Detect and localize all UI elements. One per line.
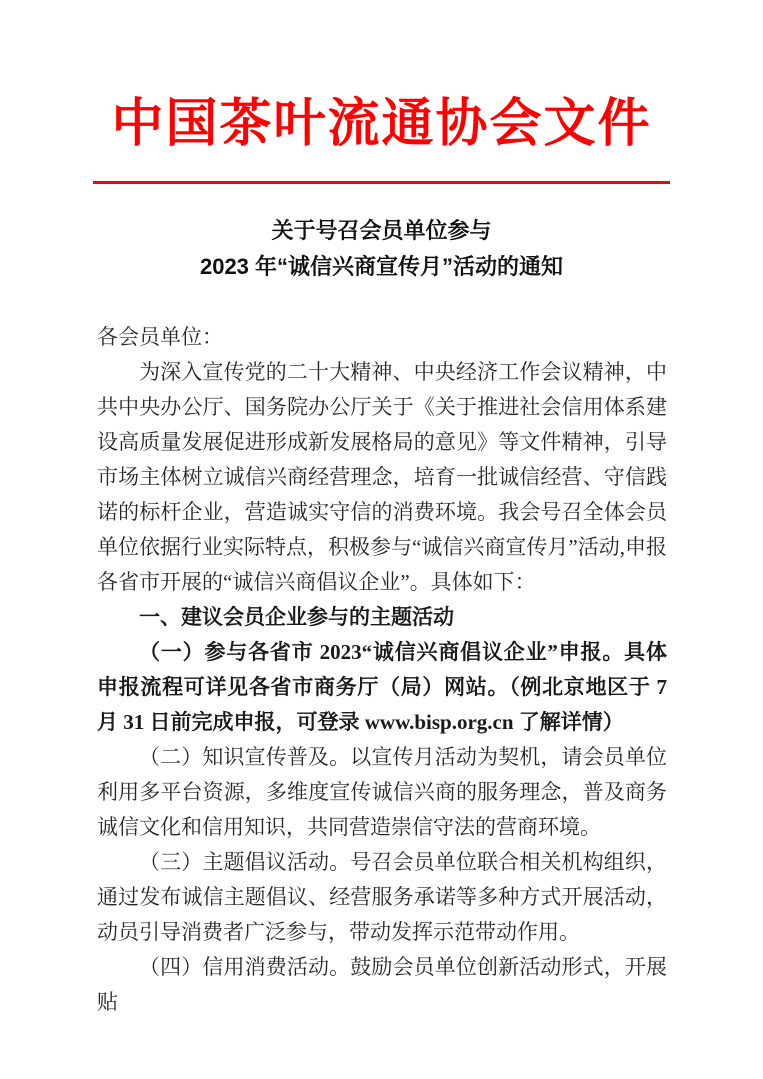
body-paragraph: （三）主题倡议活动。号召会员单位联合相关机构组织，通过发布诚信主题倡议、经营服务承诺等多种方式开展活动，动员引导消费者广泛参与，带动发挥示范带动作用。 [97, 850, 667, 944]
body-paragraph: （一）参与各省市 2023“诚信兴商倡议企业”申报。具体申报流程可详见各省市商务厅（局）网站。（例北京地区于 7 月 31 日前完成申报，可登录 www.bisp.org.cn 了解详情） [97, 640, 667, 734]
document-title-line-1: 关于号召会员单位参与 [271, 218, 492, 243]
document-title-line-2: 2023 年“诚信兴商宣传月”活动的通知 [199, 254, 564, 279]
body-paragraph: 为深入宣传党的二十大精神、中央经济工作会议精神，中共中央办公厅、国务院办公厅关于《关于推进社会信用体系建设高质量发展促进形成新发展格局的意见》等文件精神，引导市场主体树立诚信兴商经营理念，培育一批诚信经营、守信践诺的标杆企业，营造诚实守信的消费环境。我会号召全体会员单位依据行业实际特点，积极参与“诚信兴商宣传月”活动,申报各省市开展的“诚信兴商倡议企业”。具体如下： [97, 360, 667, 594]
salutation: 各会员单位： [97, 325, 223, 349]
body-paragraph: （二）知识宣传普及。以宣传月活动为契机，请会员单位利用多平台资源，多维度宣传诚信兴商的服务理念，普及商务诚信文化和信用知识，共同营造崇信守法的营商环境。 [97, 745, 667, 839]
letterhead-title: 中国茶叶流通协会文件 [111, 96, 652, 153]
section-heading: 一、建议会员企业参与的主题活动 [139, 605, 454, 629]
red-divider-line [93, 181, 670, 184]
document-title [93, 213, 670, 285]
document-body [97, 320, 667, 1020]
body-paragraph: （四）信用消费活动。鼓励会员单位创新活动形式，开展贴 [97, 955, 667, 1014]
